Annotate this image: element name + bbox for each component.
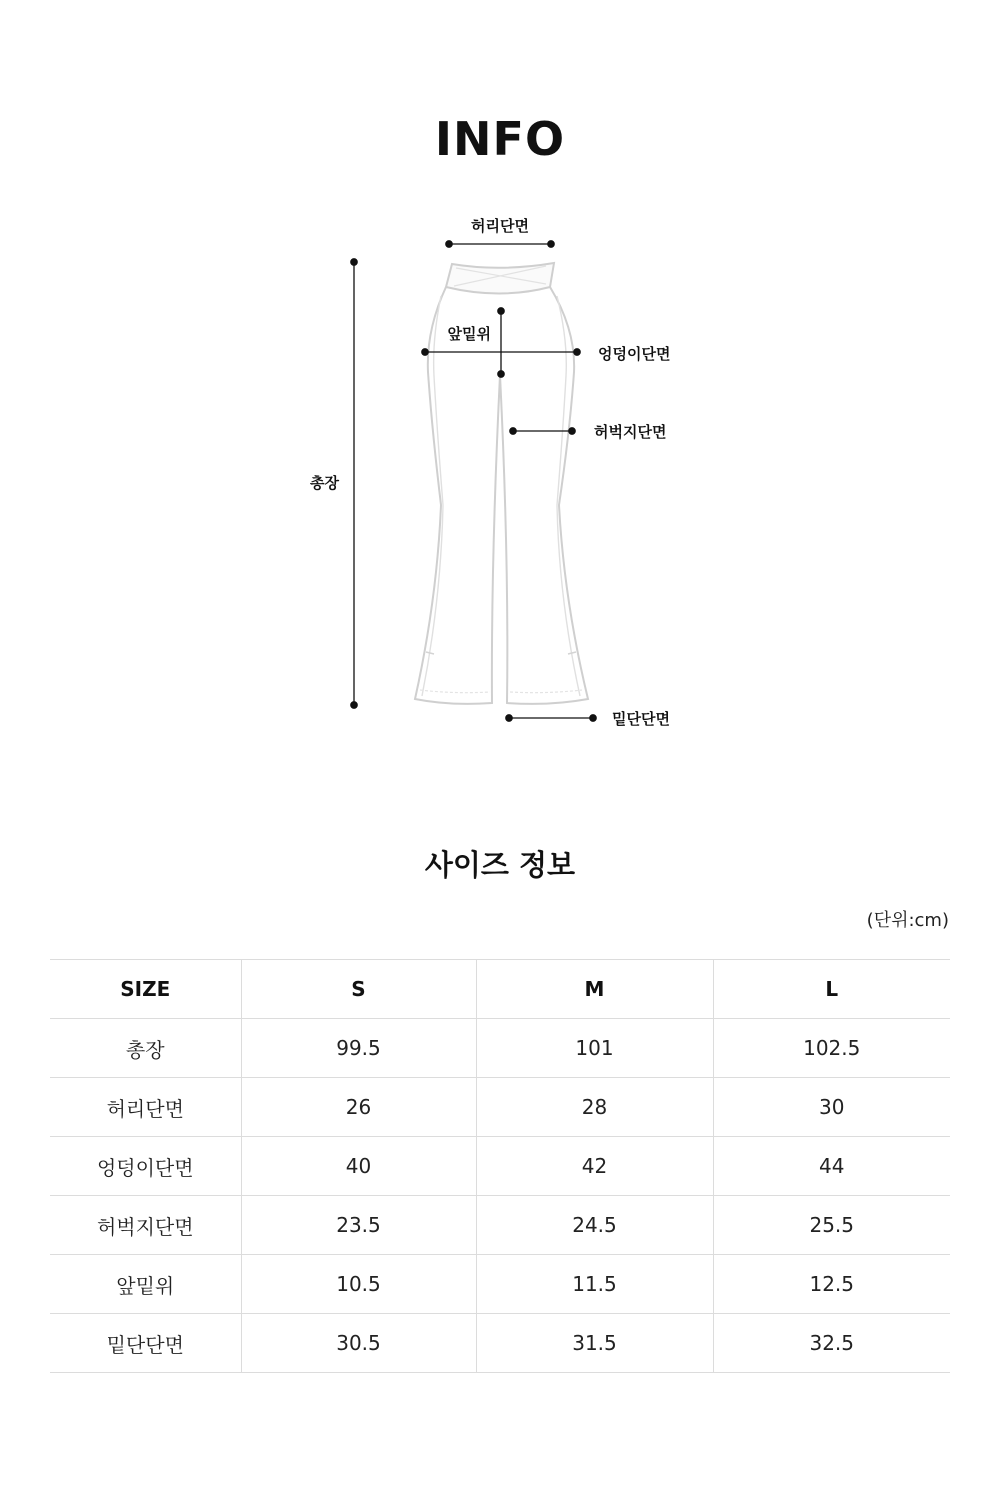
table-cell: 101 <box>476 1019 713 1078</box>
table-cell: 42 <box>476 1137 713 1196</box>
table-row <box>50 1255 950 1314</box>
hem-dot-right <box>590 715 596 721</box>
header-cell: L <box>713 960 950 1019</box>
table-cell: 12.5 <box>713 1255 950 1314</box>
row-label: 허리단면 <box>50 1078 241 1137</box>
table-cell: 102.5 <box>713 1019 950 1078</box>
table-cell: 31.5 <box>476 1314 713 1373</box>
table-cell: 23.5 <box>241 1196 476 1255</box>
waist-dot-left <box>446 241 452 247</box>
label-length: 총장 <box>310 474 339 492</box>
page-title: INFO <box>434 112 566 166</box>
table-header-row <box>50 960 950 1019</box>
size-table <box>50 959 950 1373</box>
table-cell: 10.5 <box>241 1255 476 1314</box>
waist-dot-right <box>548 241 554 247</box>
row-label: 엉덩이단면 <box>50 1137 241 1196</box>
row-label: 앞밑위 <box>50 1255 241 1314</box>
label-thigh: 허벅지단면 <box>594 423 667 441</box>
row-label: 총장 <box>50 1019 241 1078</box>
table-row <box>50 1078 950 1137</box>
table-cell: 44 <box>713 1137 950 1196</box>
hip-dot-right <box>574 349 580 355</box>
table-cell: 40 <box>241 1137 476 1196</box>
hem-dot-left <box>506 715 512 721</box>
thigh-dot-left <box>510 428 516 434</box>
table-row <box>50 1137 950 1196</box>
table-row <box>50 1196 950 1255</box>
label-waist: 허리단면 <box>471 217 529 235</box>
length-dot-bottom <box>351 702 357 708</box>
table-row <box>50 1019 950 1078</box>
hip-dot-left <box>422 349 428 355</box>
size-section-title: 사이즈 정보 <box>424 848 576 882</box>
table-cell: 26 <box>241 1078 476 1137</box>
table-cell: 28 <box>476 1078 713 1137</box>
label-hem: 밑단단면 <box>612 710 670 728</box>
rise-dot-bottom <box>498 371 504 377</box>
table-cell: 30 <box>713 1078 950 1137</box>
table-cell: 99.5 <box>241 1019 476 1078</box>
header-cell: SIZE <box>50 960 241 1019</box>
row-label: 허벅지단면 <box>50 1196 241 1255</box>
header-cell: S <box>241 960 476 1019</box>
thigh-dot-right <box>569 428 575 434</box>
table-cell: 24.5 <box>476 1196 713 1255</box>
length-dot-top <box>351 259 357 265</box>
table-cell: 30.5 <box>241 1314 476 1373</box>
table-cell: 11.5 <box>476 1255 713 1314</box>
row-label: 밑단단면 <box>50 1314 241 1373</box>
table-row <box>50 1314 950 1373</box>
table-cell: 25.5 <box>713 1196 950 1255</box>
rise-dot-top <box>498 308 504 314</box>
measurement-diagram <box>0 200 1000 760</box>
label-hip: 엉덩이단면 <box>598 345 671 363</box>
header-cell: M <box>476 960 713 1019</box>
unit-note: (단위:cm) <box>866 910 949 931</box>
table-cell: 32.5 <box>713 1314 950 1373</box>
label-rise: 앞밑위 <box>447 325 491 343</box>
